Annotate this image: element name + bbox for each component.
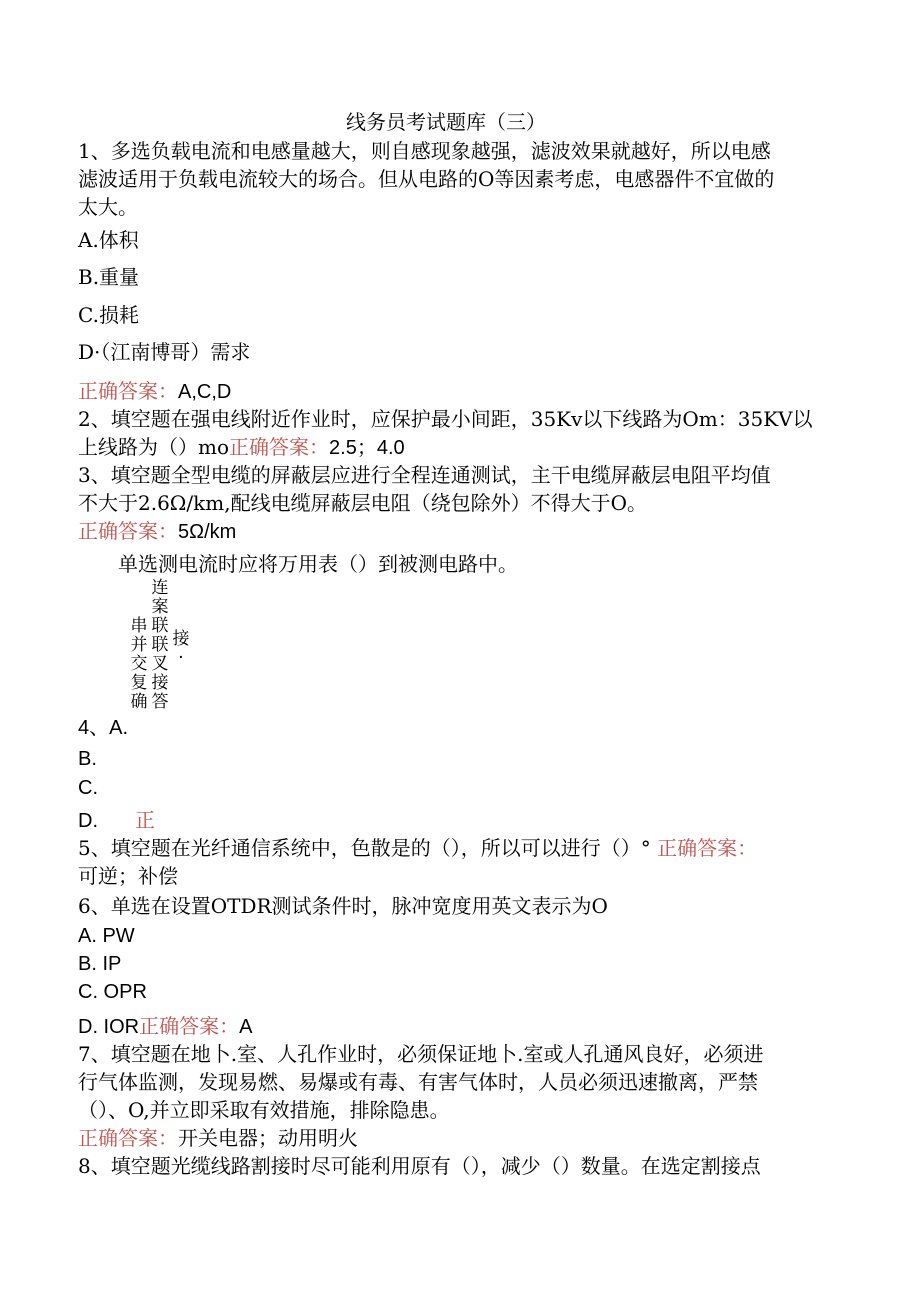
- answer-value: A: [239, 1016, 253, 1038]
- q7-line-2: 行气体监测，发现易燃、易爆或有毒、有害气体时，人员必须迅速撤离，严禁: [78, 1070, 758, 1094]
- answer-label: 正确答案：: [78, 1126, 178, 1150]
- q5-line-1: [78, 834, 757, 862]
- q1-option-d: D·（江南博哥）需求: [78, 340, 251, 364]
- column-char: 联: [151, 616, 169, 636]
- q4-column-3: [171, 630, 191, 668]
- q4-column-2: [150, 579, 170, 712]
- q2-line-2-text: 上线路为（）mo: [78, 435, 230, 459]
- answer-value: 开关电器；动用明火: [178, 1126, 358, 1150]
- column-char: 接: [172, 629, 190, 649]
- q4-option-a: 4、A.: [78, 717, 129, 739]
- answer-label: 正确答案：: [229, 435, 330, 459]
- column-char: 答: [151, 692, 169, 712]
- column-char: 联: [151, 635, 169, 655]
- q8-line-1: 8、填空题光缆线路割接时尽可能利用原有（），减少（）数量。在选定割接点: [78, 1154, 761, 1178]
- q5-line-2: 可逆；补偿: [78, 864, 178, 888]
- answer-value: A,C,D: [178, 381, 232, 403]
- column-char: 确: [130, 692, 148, 712]
- q1-option-c: C.损耗: [78, 303, 139, 327]
- q6-stem: 6、单选在设置OTDR测试条件时，脉冲宽度用英文表示为O: [78, 894, 608, 918]
- column-char: 并: [130, 635, 148, 655]
- q1-line-2: 滤波适用于负载电流较大的场合。但从电路的O等因素考虑，电感器件不宜做的: [78, 167, 775, 191]
- column-char: 接: [151, 673, 169, 693]
- q4-option-d: D.: [78, 810, 98, 832]
- column-char: 串: [130, 616, 148, 636]
- answer-label: 正确答案：: [657, 836, 758, 860]
- q4-column-1: [129, 617, 149, 712]
- q1-line-3: 太大。: [78, 195, 138, 219]
- q6-option-b: B. IP: [78, 953, 122, 975]
- q6-option-c: C. OPR: [78, 981, 147, 1003]
- q3-line-2: 不大于2.6Ω/km,配线电缆屏蔽层电阻（绕包除外）不得大于O。: [78, 491, 647, 515]
- q7-line-3: （）、O,并立即采取有效措施，排除隐患。: [78, 1098, 450, 1122]
- column-char: 案: [151, 597, 169, 617]
- q1-answer: [78, 377, 231, 406]
- column-char: 连: [151, 578, 169, 598]
- q7-line-1: 7、填空题在地卜.室、人孔作业时，必须保证地卜.室或人孔通风良好，必须进: [78, 1042, 764, 1066]
- answer-value: 2.5；4.0: [329, 437, 405, 459]
- q6-option-d: [78, 1012, 252, 1041]
- q1-line-1: 1、多选负载电流和电感量越大，则自感现象越强，滤波效果就越好，所以电感: [78, 139, 771, 163]
- q4-option-c: C.: [78, 777, 98, 799]
- q7-answer: [78, 1124, 358, 1152]
- column-char: 交: [130, 654, 148, 674]
- q3-answer: [78, 517, 236, 546]
- column-char: 叉: [151, 654, 169, 674]
- column-char: ·: [178, 648, 184, 668]
- q4-stem: 单选测电流时应将万用表（）到被测电路中。: [118, 552, 518, 576]
- q3-line-1: 3、填空题全型电缆的屏蔽层应进行全程连通测试，主干电缆屏蔽层电阻平均值: [78, 463, 771, 487]
- column-char: 复: [130, 673, 148, 693]
- q2-line-2: [78, 433, 405, 462]
- page-title: 线务员考试题库（三）: [346, 110, 546, 134]
- answer-label: 正确答案：: [78, 379, 178, 403]
- answer-value: 5Ω/km: [178, 521, 237, 543]
- q6-option-a: A. PW: [78, 925, 135, 947]
- q4-option-b: B.: [78, 748, 97, 770]
- q5-line-1-text: 5、填空题在光纤通信系统中，色散是的（），所以可以进行（）°: [78, 836, 651, 860]
- q1-option-b: B.重量: [78, 265, 140, 289]
- q4-answer-fragment: 正: [135, 808, 155, 832]
- q2-line-1: 2、填空题在强电线附近作业时，应保护最小间距，35Kv以下线路为Om：35KV以: [78, 407, 813, 431]
- answer-label: 正确答案：: [78, 519, 178, 543]
- q1-option-a: A.体积: [78, 228, 139, 252]
- answer-label: 正确答案：: [139, 1014, 240, 1038]
- q6-option-d-text: D. IOR: [78, 1016, 140, 1038]
